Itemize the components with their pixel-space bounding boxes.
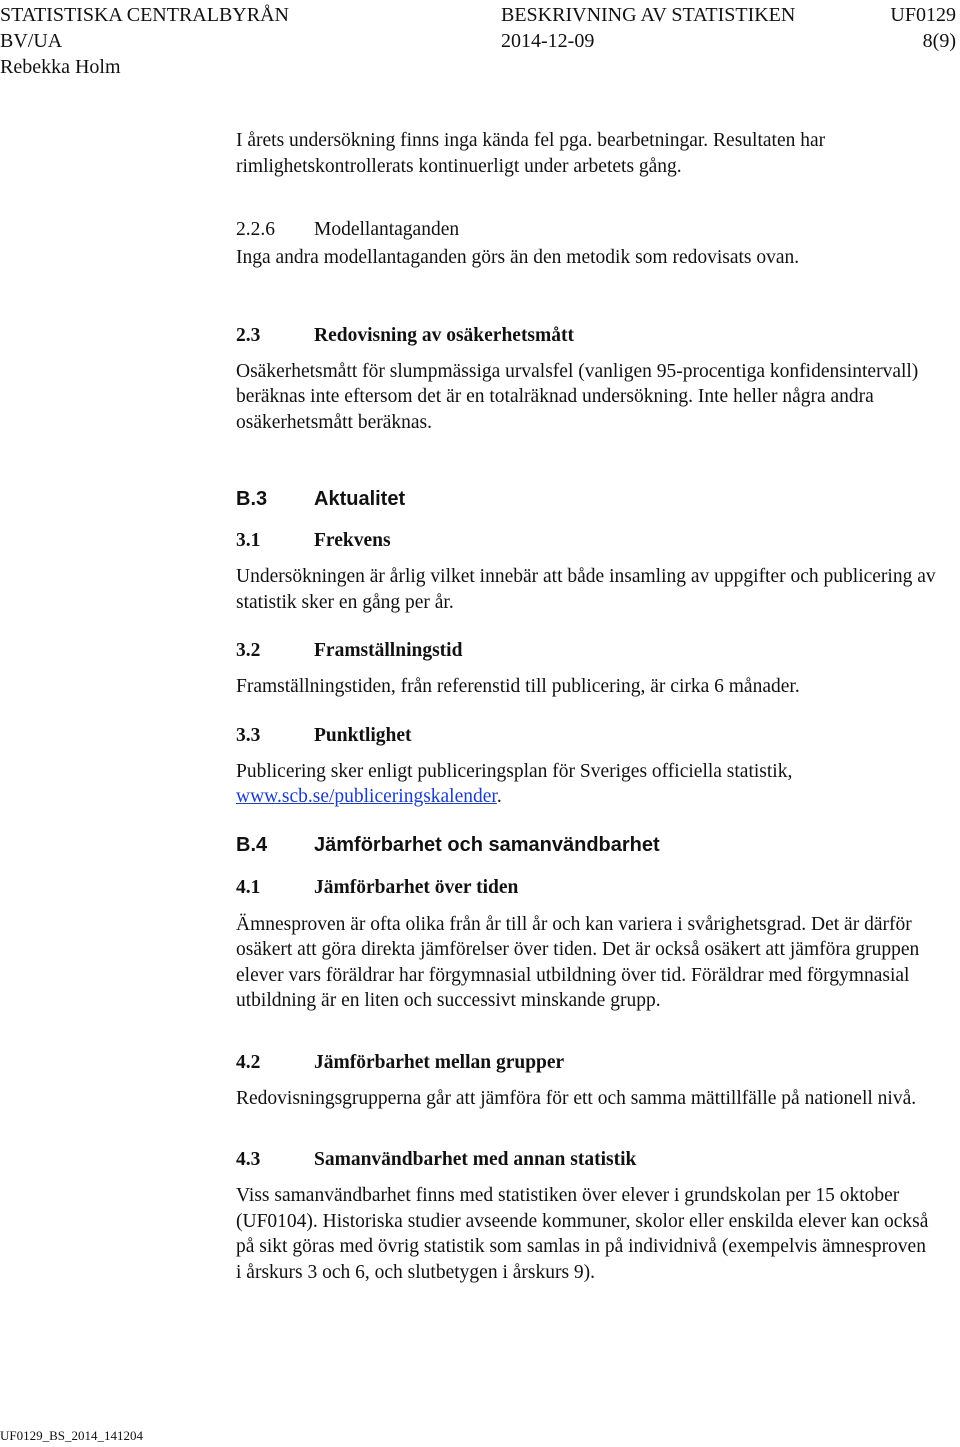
publiceringskalender-link[interactable]: www.scb.se/publiceringskalender	[236, 786, 497, 807]
section-number: 4.3	[236, 1149, 261, 1170]
section-3-2-text: Framställningstiden, från referenstid till publicering, är cirka 6 månader.	[236, 676, 800, 697]
link-trailing-period: .	[496, 786, 502, 807]
chapter-number: B.3	[236, 488, 268, 510]
section-title: Redovisning av osäkerhetsmått	[314, 324, 575, 346]
chapter-b4-heading	[236, 833, 936, 858]
section-3-3-text	[236, 759, 936, 810]
section-4-3-heading	[236, 1147, 936, 1172]
section-2-3-text: Osäkerhetsmått för slumpmässiga urvalsfel (vanligen 95-procentiga konfidensintervall) beräknas inte eftersom det är en totalräknad undersökning. Inte heller några andra osäkerhetsmått beräknas.	[236, 360, 919, 433]
header-code: UF0129	[890, 4, 956, 26]
header-unit: BV/UA	[0, 30, 63, 52]
chapter-b3-heading	[236, 487, 936, 512]
section-title: Frekvens	[314, 530, 391, 551]
chapter-title: Aktualitet	[314, 488, 406, 510]
header-org: STATISTISKA CENTRALBYRÅN	[0, 4, 289, 26]
section-3-3-heading	[236, 723, 936, 748]
chapter-title: Jämförbarhet och samanvändbarhet	[314, 833, 660, 856]
section-title: Jämförbarhet över tiden	[314, 876, 519, 898]
section-number: 3.3	[236, 724, 261, 746]
section-4-3-text: Viss samanvändbarhet finns med statistiken över elever i grundskolan per 15 oktober (UF0104). Historiska studier avseende kommuner, skolor eller enskilda elever kan också på sikt göras med övrig statistik som samlas in på individnivå (exempelvis ämnesproven i årskurs 3 och 6, och slutbetygen i årskurs 9).	[236, 1185, 929, 1283]
section-2-3-heading	[236, 323, 936, 348]
section-4-1-heading	[236, 875, 936, 900]
header-page-number: 8(9)	[922, 30, 956, 52]
header-author: Rebekka Holm	[0, 56, 121, 78]
section-number: 4.2	[236, 1051, 261, 1073]
section-title: Modellantaganden	[314, 219, 460, 240]
footer-document-id: UF0129_BS_2014_141204	[0, 1428, 144, 1443]
section-3-3-text-body: Publicering sker enligt publiceringsplan för Sveriges officiella statistik,	[236, 760, 793, 782]
section-title: Samanvändbarhet med annan statistik	[314, 1149, 637, 1170]
section-4-2-text: Redovisningsgrupperna går att jämföra för ett och samma mättillfälle på nationell nivå.	[236, 1087, 917, 1109]
section-3-1-text: Undersökningen är årlig vilket innebär att både insamling av uppgifter och publicering av statistik sker en gång per år.	[236, 566, 936, 613]
section-2-2-6-text: Inga andra modellantaganden görs än den metodik som redovisats ovan.	[236, 247, 800, 268]
section-2-2-6-heading	[236, 217, 936, 242]
section-number: 2.2.6	[236, 219, 275, 240]
section-number: 4.1	[236, 876, 261, 898]
section-number: 2.3	[236, 324, 261, 346]
header-date: 2014-12-09	[501, 30, 595, 52]
section-3-2-heading	[236, 638, 936, 663]
section-number: 3.2	[236, 640, 261, 661]
section-4-1-text: Ämnesproven är ofta olika från år till år och kan variera i svårighetsgrad. Det är därför osäkert att göra direkta jämförelser över tiden. Det är också osäkert att jämföra gruppen elever vars föräldrar har förgymnasial utbildning över tid. Föräldrar med förgymnasial utbildning är en liten och successivt minskande grupp.	[236, 913, 920, 1011]
intro-paragraph: I årets undersökning finns inga kända fel pga. bearbetningar. Resultaten har rimlighetskontrollerats kontinuerligt under arbetets gång.	[236, 130, 826, 177]
header-doc-type: BESKRIVNING AV STATISTIKEN	[501, 4, 796, 26]
section-title: Punktlighet	[314, 724, 412, 746]
section-title: Framställningstid	[314, 640, 463, 661]
section-number: 3.1	[236, 530, 261, 551]
section-title: Jämförbarhet mellan grupper	[314, 1051, 565, 1073]
section-4-2-heading	[236, 1050, 936, 1075]
section-3-1-heading	[236, 528, 936, 553]
document-body	[236, 128, 936, 1285]
chapter-number: B.4	[236, 833, 268, 856]
